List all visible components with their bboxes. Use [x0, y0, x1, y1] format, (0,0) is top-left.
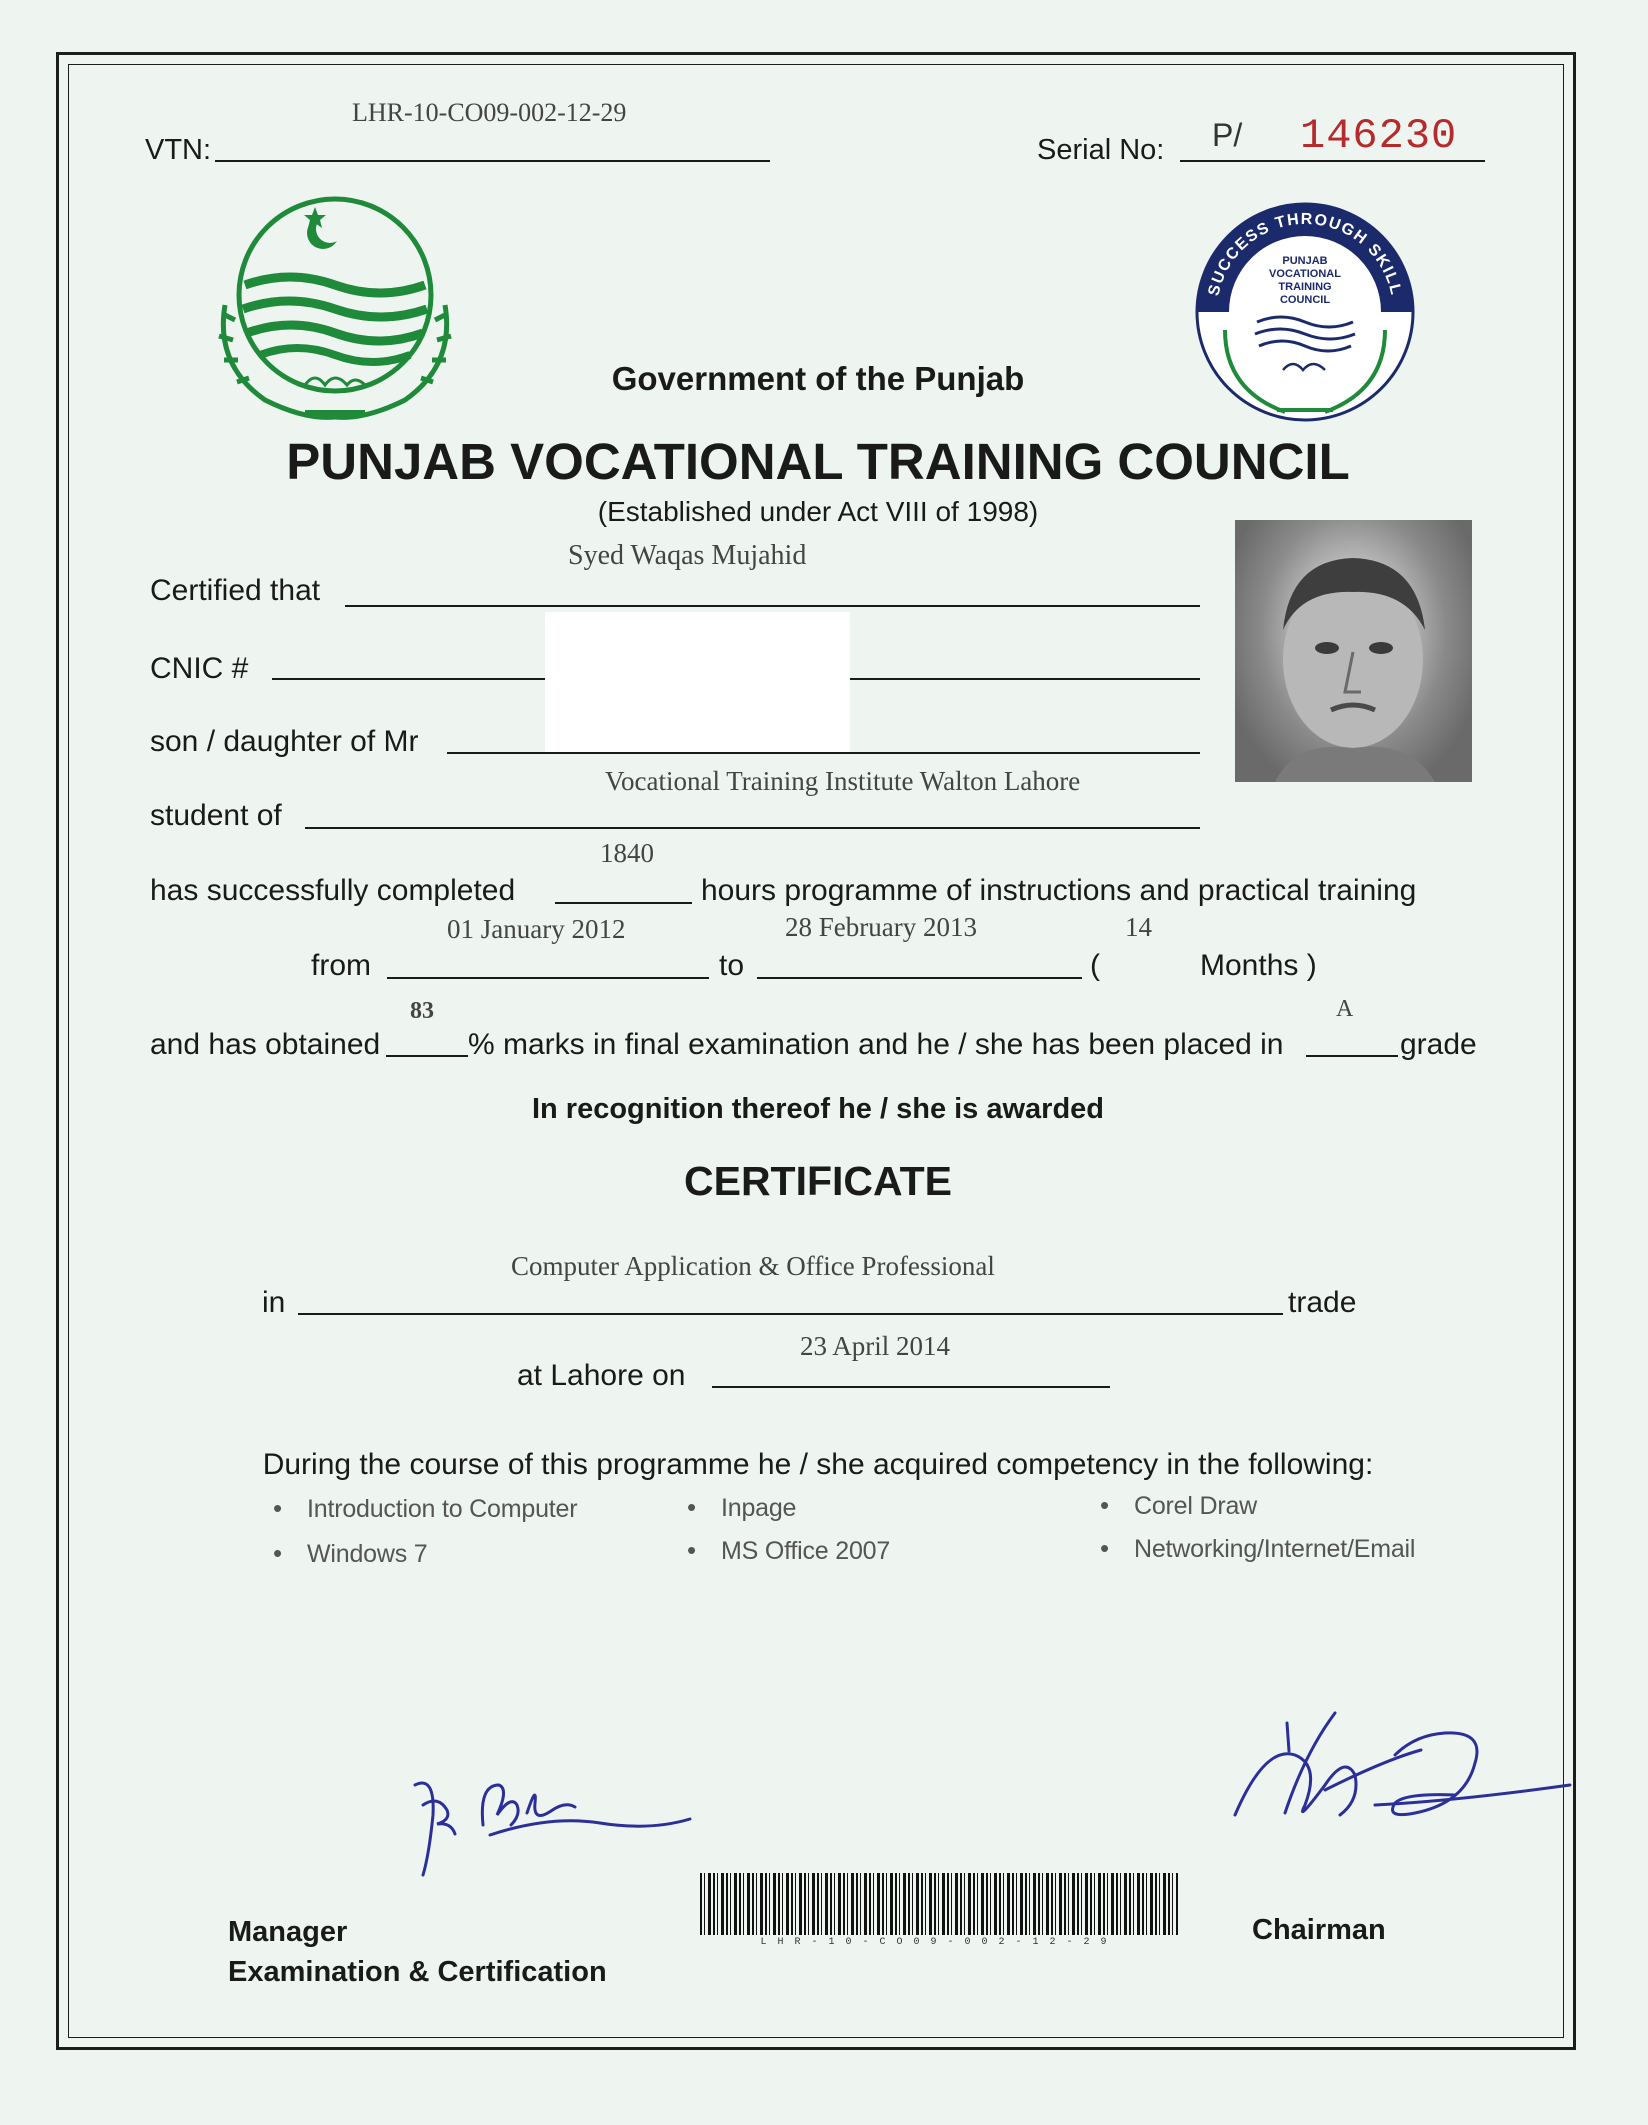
- competency-heading: During the course of this programme he / she acquired competency in the following:: [262, 1448, 1374, 1481]
- marks-line: [386, 1055, 468, 1057]
- to-date: 28 February 2013: [785, 912, 977, 942]
- manager-dept: Examination & Certification: [228, 1956, 607, 1988]
- cnic-label: CNIC #: [150, 652, 249, 685]
- serial-prefix: P/: [1212, 117, 1243, 153]
- trade-value: Computer Application & Office Professional: [511, 1251, 995, 1281]
- to-line: [757, 977, 1082, 979]
- svg-text:TRAINING: TRAINING: [1278, 281, 1332, 293]
- in-label: in: [262, 1286, 286, 1319]
- chairman-signature: [1225, 1705, 1575, 1865]
- manager-signature: [395, 1765, 705, 1885]
- from-date: 01 January 2012: [447, 914, 626, 944]
- recognition-text: In recognition thereof he / she is awarded: [531, 1093, 1105, 1125]
- competency-item: • Introduction to Computer: [307, 1495, 577, 1524]
- hours-text: hours programme of instructions and practical training: [701, 874, 1417, 907]
- competency-item: • Corel Draw: [1134, 1492, 1257, 1521]
- svg-text:SUCCESS THROUGH SKILL: SUCCESS THROUGH SKILL: [1205, 210, 1405, 298]
- at-lahore-label: at Lahore on: [517, 1359, 686, 1392]
- grade-value: A: [1336, 996, 1354, 1022]
- student-name: Syed Waqas Mujahid: [568, 540, 807, 571]
- competency-item: • MS Office 2007: [721, 1537, 890, 1566]
- trade-line: [298, 1313, 1283, 1315]
- vtn-line: [215, 160, 770, 162]
- obtained-label: and has obtained: [150, 1028, 381, 1061]
- government-title: Government of the Punjab: [611, 360, 1025, 397]
- serial-label: Serial No:: [1037, 134, 1165, 166]
- certified-label: Certified that: [150, 574, 321, 607]
- portrait-image: [1235, 520, 1472, 782]
- established-text: (Established under Act VIII of 1998): [597, 496, 1039, 527]
- from-label: from: [311, 949, 371, 982]
- marks-text: % marks in final examination and he / she has been placed in: [468, 1028, 1284, 1061]
- serial-number: 146230: [1300, 112, 1458, 160]
- chairman-title: Chairman: [1252, 1914, 1386, 1946]
- competency-item: • Inpage: [721, 1494, 796, 1523]
- competency-item: • Windows 7: [307, 1540, 427, 1569]
- council-title: PUNJAB VOCATIONAL TRAINING COUNCIL: [286, 433, 1350, 490]
- institute-name: Vocational Training Institute Walton Lahore: [605, 766, 1081, 796]
- serial-line: [1180, 160, 1485, 162]
- marks-value: 83: [410, 998, 434, 1024]
- paren-open: (: [1090, 949, 1100, 982]
- barcode-bars: [700, 1873, 1178, 1935]
- hours-value: 1840: [600, 838, 654, 868]
- student-of-label: student of: [150, 799, 282, 832]
- cnic-redaction: [545, 612, 850, 752]
- from-line: [387, 977, 709, 979]
- to-label: to: [719, 949, 745, 982]
- manager-title: Manager: [228, 1916, 348, 1948]
- months-label: Months ): [1200, 949, 1317, 982]
- months-value: 14: [1125, 912, 1152, 942]
- vtn-label: VTN:: [145, 134, 212, 166]
- grade-line: [1306, 1055, 1398, 1057]
- svg-text:PUNJAB: PUNJAB: [1282, 255, 1328, 267]
- barcode-text: LHR-10-CO09-002-12-29: [760, 1937, 1118, 1948]
- completed-label: has successfully completed: [150, 874, 516, 907]
- grade-label: grade: [1400, 1028, 1477, 1061]
- certificate-heading: CERTIFICATE: [683, 1158, 952, 1204]
- vtn-value: LHR-10-CO09-002-12-29: [352, 98, 627, 127]
- award-date: 23 April 2014: [800, 1331, 951, 1361]
- name-line: [345, 605, 1200, 607]
- svg-text:COUNCIL: COUNCIL: [1279, 294, 1331, 306]
- student-photo: [1235, 520, 1472, 782]
- date-line: [712, 1386, 1110, 1388]
- svg-text:VOCATIONAL: VOCATIONAL: [1269, 268, 1341, 280]
- competency-item: • Networking/Internet/Email: [1134, 1535, 1415, 1564]
- trade-label: trade: [1288, 1286, 1357, 1319]
- institute-line: [305, 827, 1200, 829]
- parent-label: son / daughter of Mr: [150, 725, 419, 758]
- hours-line: [555, 902, 692, 904]
- parent-line: [447, 752, 1200, 754]
